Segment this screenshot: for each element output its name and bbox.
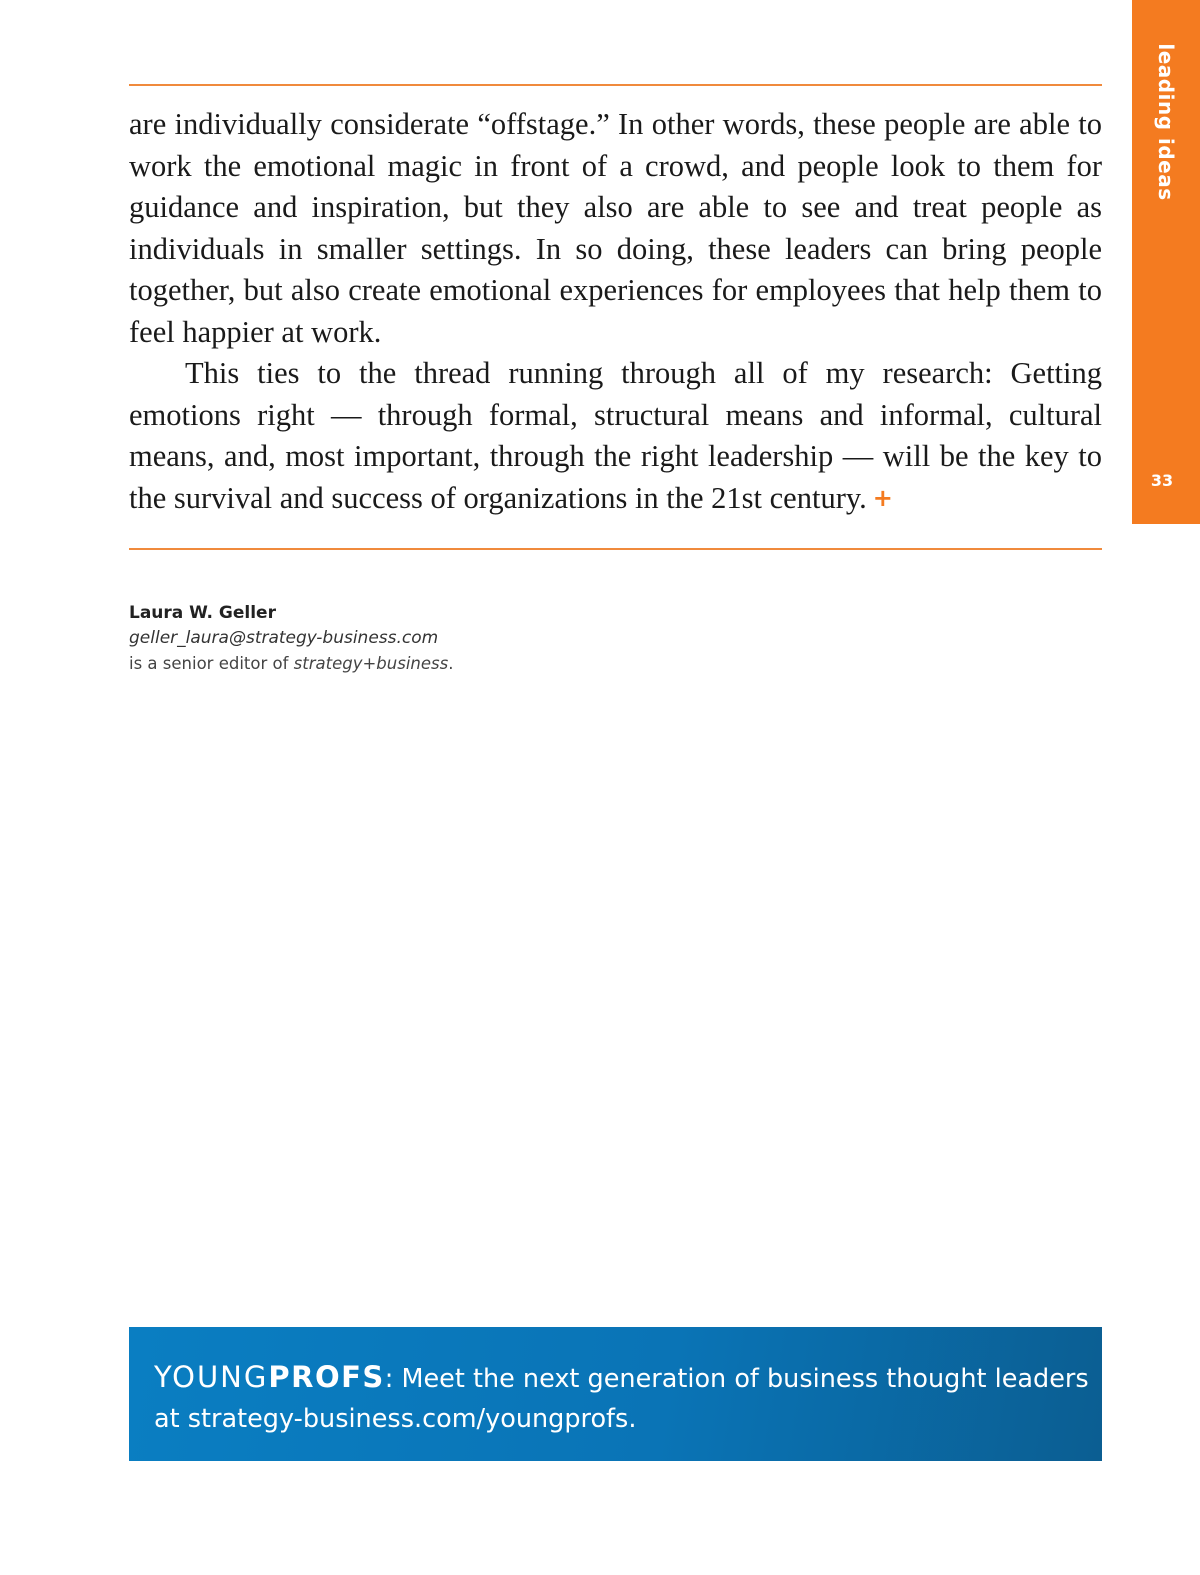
promo-text-line-1: : Meet the next generation of business thought leaders (384, 1364, 1089, 1394)
page-number: 33 (1150, 471, 1174, 490)
author-bio-publication: strategy+business (293, 654, 449, 673)
promo-line-2[interactable]: at strategy-business.com/youngprofs. (154, 1404, 637, 1434)
bottom-divider (129, 548, 1102, 550)
top-divider (129, 84, 1102, 86)
youngprofs-promo-banner[interactable] (129, 1327, 1102, 1461)
article-body (129, 104, 1102, 521)
author-bio-block (129, 601, 453, 676)
article-paragraph-2 (129, 353, 1102, 521)
author-bio (129, 651, 453, 676)
end-mark-icon: + (872, 483, 893, 512)
author-name: Laura W. Geller (129, 603, 276, 623)
article-paragraph-1: are individually considerate “offstage.” In other words, these people are able to work the emotional magic in front of a crowd, and people look to them for guidance and inspiration, but they also are able to see and treat people as individuals in smaller settings. In so doing, these leaders can bring people together, but also create emotional experiences for employees that help them to feel happier at work. (129, 107, 1102, 349)
author-bio-suffix: . (448, 654, 454, 673)
author-bio-prefix: is a senior editor of (129, 654, 294, 673)
article-paragraph-2-text: This ties to the thread running through all of my research: Getting emotions right — through formal, structural means and informal, cultural means, and, most important, through the right leadership — will be the key to the survival and success of organizations in the 21st century. (129, 356, 1102, 515)
section-label-text: leading ideas (1154, 43, 1178, 201)
promo-brand-profs: PROFS (268, 1360, 385, 1394)
author-email-link[interactable]: geller_laura@strategy-business.com (129, 628, 439, 648)
promo-brand-young: YOUNG (154, 1360, 269, 1394)
promo-line-1 (154, 1357, 1089, 1399)
section-tab (1132, 0, 1200, 524)
